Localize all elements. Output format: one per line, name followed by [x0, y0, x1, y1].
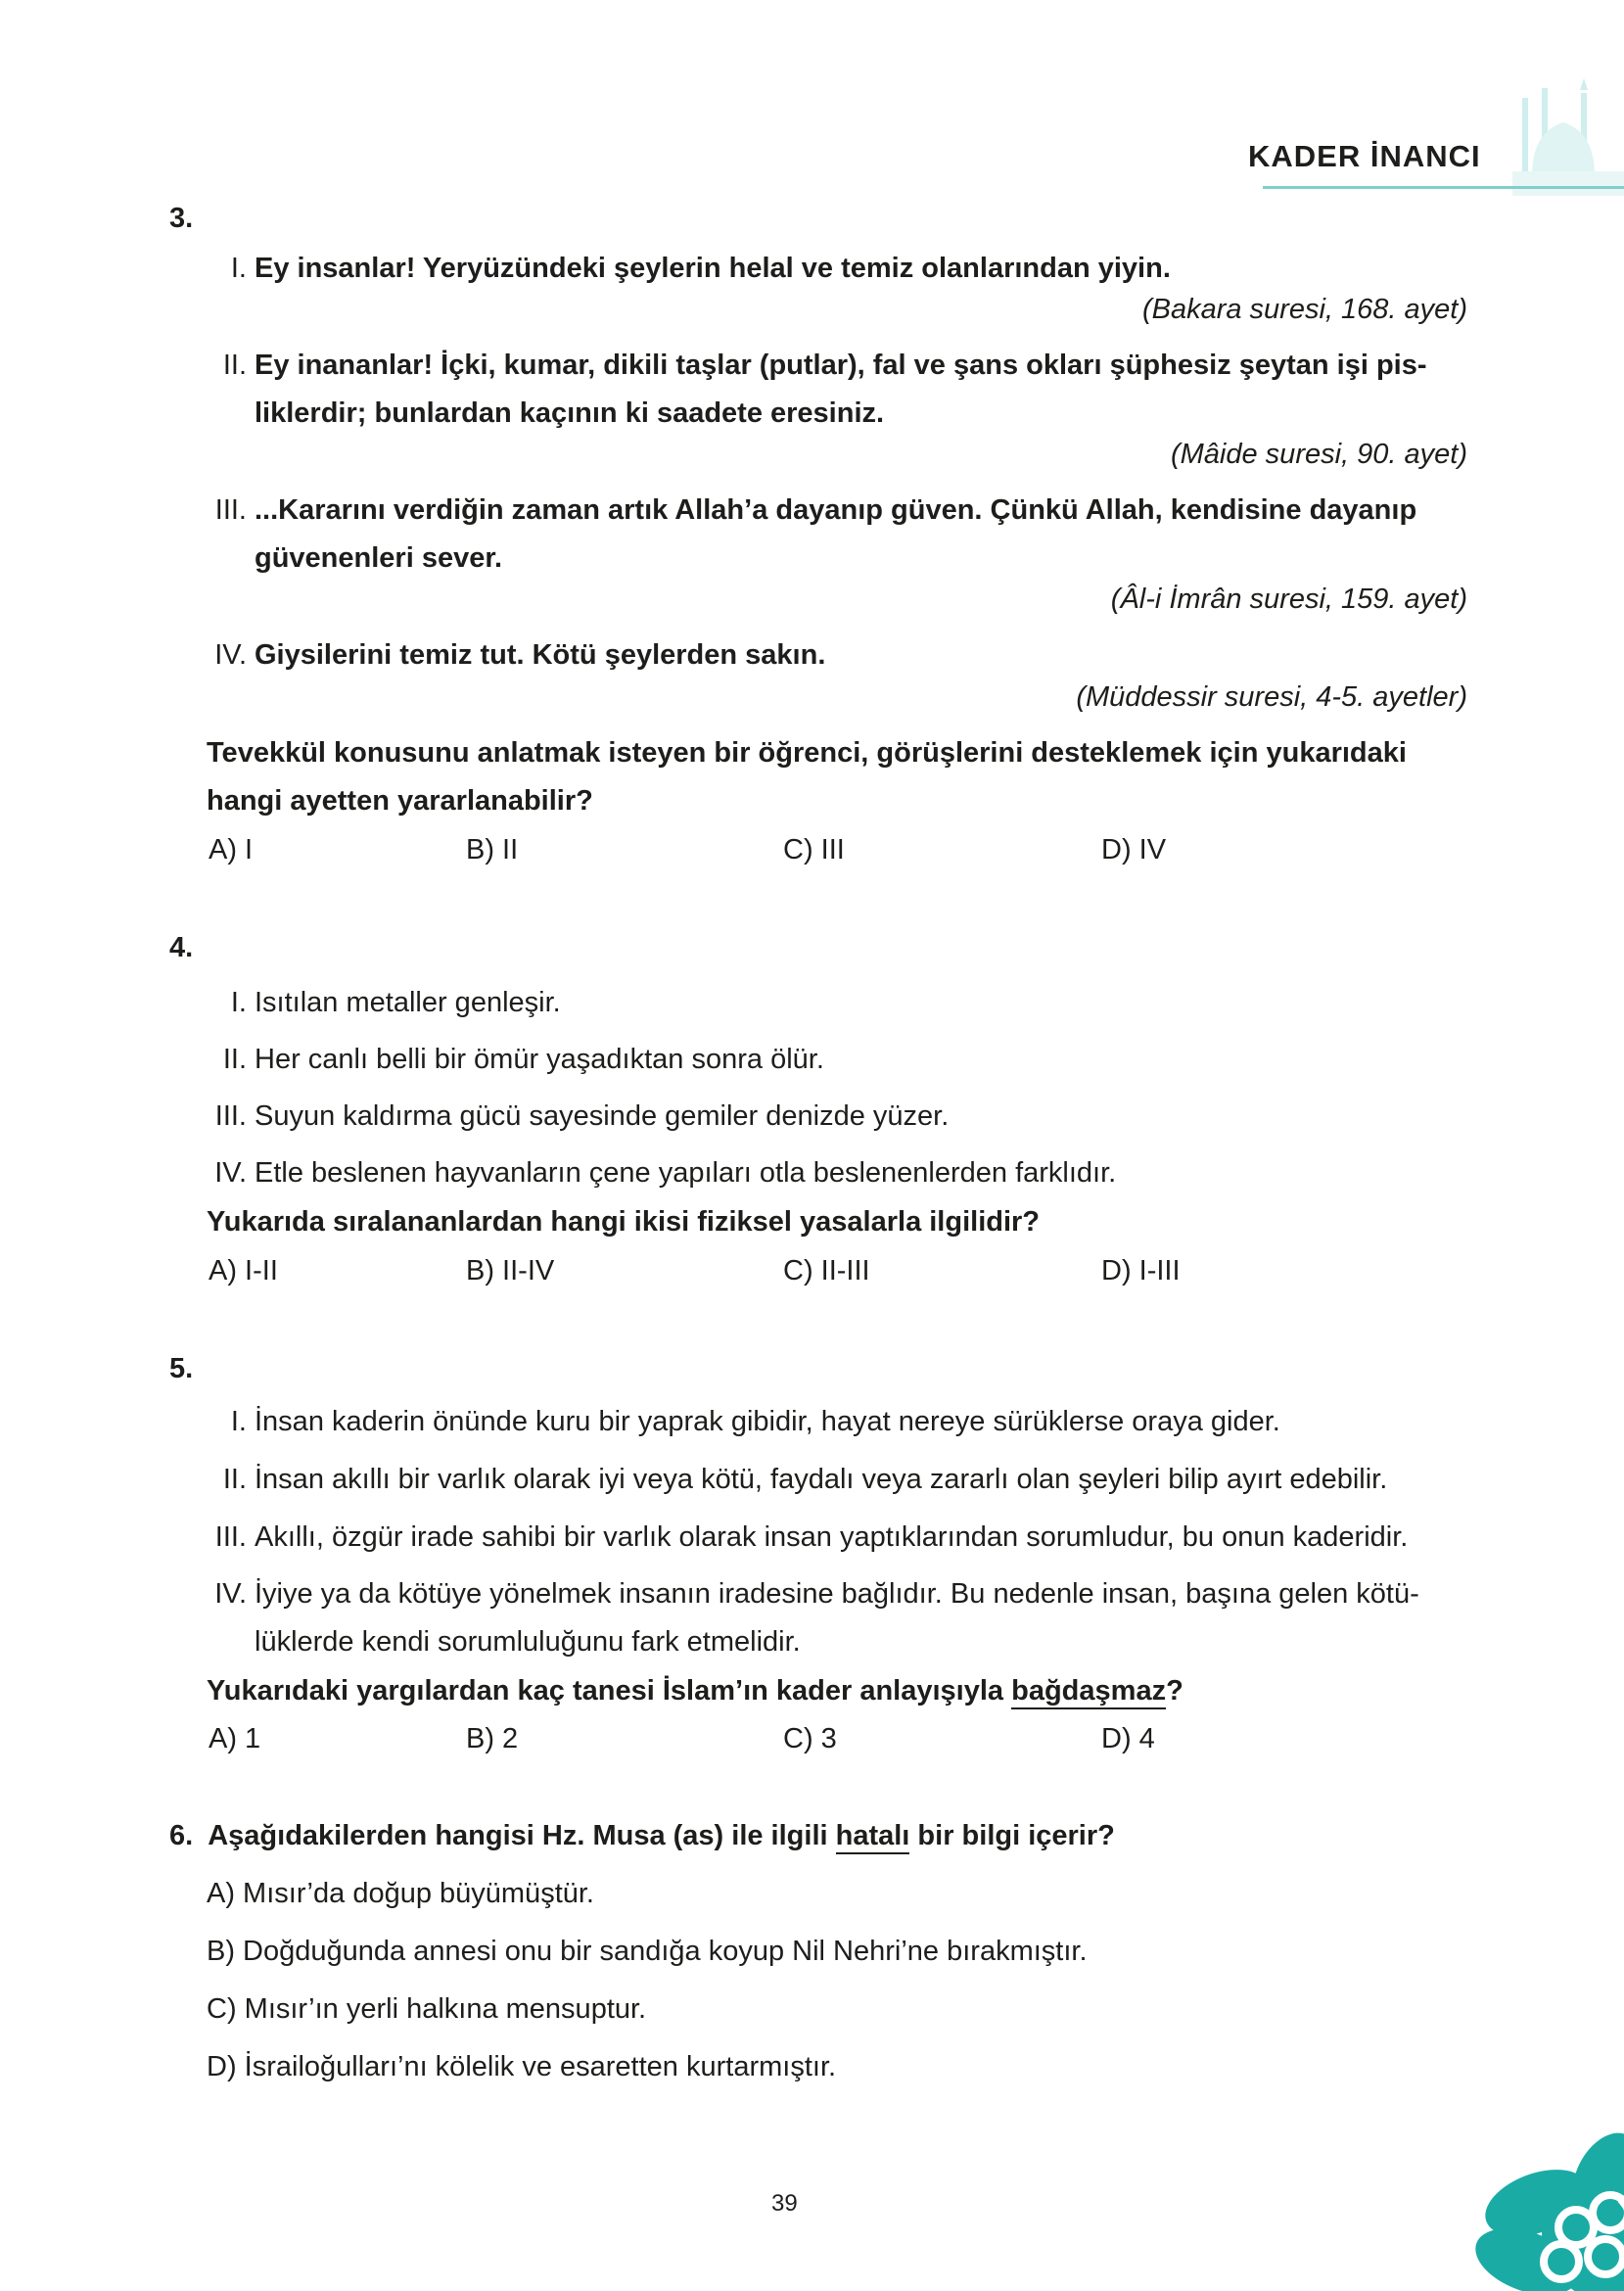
q3-item-2-citation: (Mâide suresi, 90. ayet) [1170, 439, 1467, 470]
q3-option-c[interactable]: C) III [783, 834, 845, 865]
q3-option-a[interactable]: A) I [209, 834, 254, 865]
q3-stem-continued: hangi ayetten yararlanabilir? [207, 785, 593, 817]
q4-option-a[interactable]: A) I-II [209, 1255, 278, 1286]
page-number: 39 [771, 2190, 798, 2217]
q4-stem: Yukarıda sıralananlardan hangi ikisi fiziksel yasalarla ilgilidir? [207, 1206, 1041, 1238]
q5-option-b[interactable]: B) 2 [466, 1723, 519, 1754]
q5-option-a[interactable]: A) 1 [209, 1723, 261, 1754]
q4-option-b[interactable]: B) II-IV [466, 1255, 555, 1286]
q6-option-c[interactable]: C) Mısır’ın yerli halkına mensuptur. [207, 1993, 647, 2025]
q5-option-c[interactable]: C) 3 [783, 1723, 837, 1754]
q5-item-4-continued: lüklerde kendi sorumluluğunu fark etmelidir. [255, 1626, 801, 1658]
q4-item-3: III. Suyun kaldırma gücü sayesinde gemiler denizde yüzer. [214, 1100, 950, 1132]
q3-item-3-citation: (Âl-i İmrân suresi, 159. ayet) [1110, 584, 1467, 615]
q4-item-4: IV. Etle beslenen hayvanların çene yapıları otla beslenenlerden farklıdır. [214, 1157, 1117, 1189]
q4-option-c[interactable]: C) II-III [783, 1255, 870, 1286]
question-number-4: 4. [169, 932, 194, 963]
question-number-5: 5. [169, 1353, 194, 1384]
q3-item-2: II. Ey inananlar! İçki, kumar, dikili taşlar (putlar), fal ve şans okları şüphesiz şeytan işi pis- [222, 350, 1427, 381]
q3-option-b[interactable]: B) II [466, 834, 519, 865]
flower-ornament-icon [1459, 2115, 1624, 2291]
q5-item-1: I. İnsan kaderin önünde kuru bir yaprak gibidir, hayat nereye sürüklerse oraya gider. [230, 1406, 1280, 1437]
q3-item-2-continued: liklerdir; bunlardan kaçının ki saadete eresiniz. [255, 397, 885, 429]
question-number-3: 3. [169, 203, 194, 234]
chapter-title: KADER İNANCI [1248, 139, 1481, 173]
q3-item-4: IV. Giysilerini temiz tut. Kötü şeylerden sakın. [214, 639, 826, 671]
q3-item-3-continued: güvenenleri sever. [255, 542, 503, 574]
q3-option-d[interactable]: D) IV [1101, 834, 1167, 865]
q3-stem: Tevekkül konusunu anlatmak isteyen bir öğrenci, görüşlerini desteklemek için yukarıdaki [207, 737, 1407, 769]
q3-item-4-citation: (Müddessir suresi, 4-5. ayetler) [1076, 681, 1467, 713]
q6-option-d[interactable]: D) İsrailoğulları’nı kölelik ve esaretten kurtarmıştır. [207, 2051, 837, 2082]
mosque-silhouette-icon [1503, 78, 1624, 196]
q6-stem-emphasis: hatalı [836, 1820, 910, 1854]
q6-option-a[interactable]: A) Mısır’da doğup büyümüştür. [207, 1878, 594, 1909]
q3-item-3: III. ...Kararını verdiğin zaman artık Allah’a dayanıp güven. Çünkü Allah, kendisine dayanıp [214, 494, 1417, 526]
q5-item-3: III. Akıllı, özgür irade sahibi bir varlık olarak insan yaptıklarından sorumludur, bu onun kaderidir. [214, 1521, 1409, 1553]
q5-item-4: IV. İyiye ya da kötüye yönelmek insanın iradesine bağlıdır. Bu nedenle insan, başına gelen kötü- [214, 1578, 1419, 1610]
q4-item-1: I. Isıtılan metaller genleşir. [230, 987, 561, 1018]
q4-option-d[interactable]: D) I-III [1101, 1255, 1181, 1286]
q6-option-b[interactable]: B) Doğduğunda annesi onu bir sandığa koyup Nil Nehri’ne bırakmıştır. [207, 1936, 1088, 1967]
q5-stem: Yukarıdaki yargılardan kaç tanesi İslam’ın kader anlayışıyla bağdaşmaz? [207, 1667, 1183, 1715]
q5-option-d[interactable]: D) 4 [1101, 1723, 1155, 1754]
q3-item-1-citation: (Bakara suresi, 168. ayet) [1141, 294, 1467, 325]
header-rule [1263, 186, 1624, 189]
q3-item-1: I. Ey insanlar! Yeryüzündeki şeylerin helal ve temiz olanlarından yiyin. [230, 253, 1171, 284]
q5-item-2: II. İnsan akıllı bir varlık olarak iyi veya kötü, faydalı veya zararlı olan şeyleri bilip ayırt edebilir. [222, 1464, 1388, 1495]
q5-stem-emphasis: bağdaşmaz [1011, 1675, 1166, 1709]
q6-stem: 6. Aşağıdakilerden hangisi Hz. Musa (as) ile ilgili hatalı bir bilgi içerir? [169, 1812, 1115, 1860]
q4-item-2: II. Her canlı belli bir ömür yaşadıktan sonra ölür. [222, 1044, 824, 1075]
